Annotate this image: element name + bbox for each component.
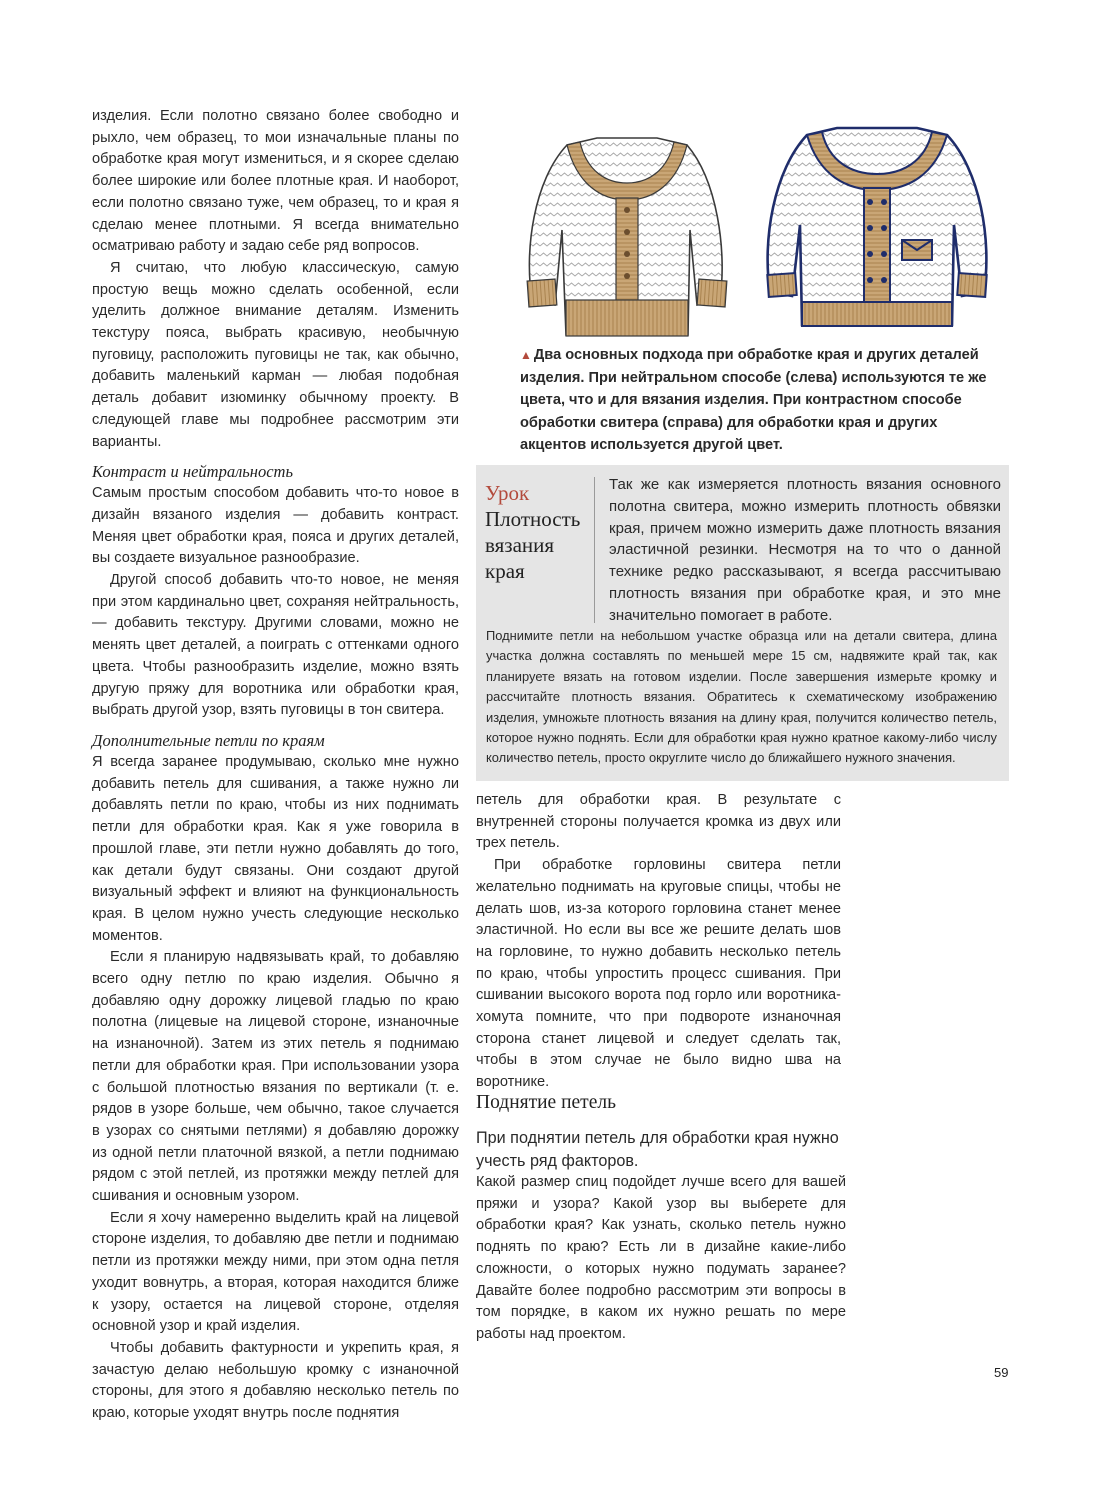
lesson-divider [594,477,595,623]
sweater-illustration [512,110,1012,345]
neutral-sweater [527,138,727,336]
lesson-title: Плотность вязания края [485,507,581,583]
figure-caption [520,344,990,457]
section-heading: Поднятие петель [476,1092,616,1113]
page-number: 59 [994,1365,1009,1380]
left-column [92,106,459,1425]
lesson-intro: Так же как измеряется плотность вязания основного полотна свитера, можно измерить плотность обвязки края, причем можно измерить даже плотность вязания эластичной резинки. Несмотря на то что о данной технике редко рассказывают, я всегда рассчитываю плотность вязания при обработке края, и это мне значительно помогает в работе. [609,476,1001,624]
paragraph: Чтобы добавить фактурности и укрепить края, я зачастую делаю небольшую кромку с изнаночной стороны, для этого я добавляю несколько петель по краю, которые уходят внутрь после поднятия [92,1339,459,1422]
paragraph: Если я хочу намеренно выделить край на лицевой стороне изделия, то добавляю две петли и поднимаю петли из протяжки между ними, при этом одна петля уходит вовнутрь, а вторая, которая находится ближе к узору, остается на лицевой стороне, отделяя основной узор и край изделия. [92,1209,459,1335]
paragraph: Другой способ добавить что-то новое, не меняя при этом кардинально цвет, сохраняя нейтральность, — добавить текстуру. Другими словами, можно не менять цвет деталей, а поиграть с оттенками одного цвета. Чтобы разнообразить изделие, можно взять другую пряжу для воротника или обработки края, выбрать другой узор, взять пуговицы в тон свитера. [92,572,459,719]
paragraph: петель для обработки края. В результате с внутренней стороны получается кромка из двух или трех петель. [476,792,841,852]
lesson-label [485,480,585,584]
subheading-extra-stitches: Дополнительные петли по краям [92,730,325,750]
paragraph: Если я планирую надвязывать край, то добавляю всего одну петлю по краю изделия. Обычно я добавляю одну дорожку лицевой гладью по краю полотна (лицевые на лицевой стороне, изнаночные на изнаночной). Затем из этих петель я поднимаю петли для обработки края. При использовании узора с большой плотностью вязания по вертикали (т. е. рядов в узоре больше, чем обычно, такое случается в узорах со снятыми петлями) я добавляю дорожку из одной петли платочной вязкой, а петли поднимаю рядом с этой петлей, из протяжки между петлей для сшивания и основным узором. [92,949,459,1205]
subheading-contrast: Контраст и нейтральность [92,462,293,482]
paragraph: При обработке горловины свитера петли желательно поднимать на круговые спицы, чтобы не делать шов, из-за которого горловина станет менее эластичной. Но если вы все же решите делать шов на горловине, то нужно добавить несколько петель по краю, чтобы упростить процесс сшивания. При сшивании высокого ворота под горло или воротника-хомута помните, что при подвороте изнаночная сторона станет лицевой и следует сделать так, чтобы в этом случае не было видно шва на воротнике. [476,857,841,1091]
contrast-sweater [767,128,986,326]
section-body: Какой размер спиц подойдет лучше всего для вашей пряжи и узора? Какой узор вы выберете для обработки края? Как узнать, сколько петель нужно поднять по краю? Есть ли в дизайне какие-либо сложности, о которых нужно подумать заранее? Давайте более подробно рассмотрим эти вопросы в том порядке, в каком их нужно решать по мере работы над проектом. [476,1174,846,1342]
paragraph: Самым простым способом добавить что-то новое в дизайн вязаного изделия — добавить контраст. Меняя цвет обработки края, пояса и других деталей, вы создаете визуальное разнообразие. [92,485,459,567]
caption-text: Два основных подхода при обработке края и других деталей изделия. При нейтральном способе (слева) используются те же цвета, что и для вязания изделия. При контрастном способе обработки свитера (справа) для обработки края и других акцентов используется другой цвет. [520,347,987,453]
lesson-body: Поднимите петли на небольшом участке образца или на детали свитера, длина участка должна составлять по меньшей мере 15 см, надвяжите край так, как планируете вязать на готовом изделии. После завершения измерьте кромку и рассчитайте плотность вязания. Обратитесь к схематическому изображению изделия, умножьте плотность вязания на длину края, получится количество петель, которое нужно поднять. Если для обработки края нужно кратное какому-либо числу количество петель, просто округлите число до ближайшего нужного значения. [486,628,997,766]
middle-column [476,790,841,1094]
paragraph: Я всегда заранее продумываю, сколько мне нужно добавить петель для сшивания, а также нужно ли добавлять петли по краю, чтобы из них поднимать петли для обработки края. Как я уже говорила в прошлой главе, эти петли нужно добавлять до того, как детали будут связаны. Они создают другой визуальный эффект и влияют на функциональность края. В целом нужно учесть следующие несколько моментов. [92,753,459,944]
lesson-word: Урок [485,481,530,505]
section-lead: При поднятии петель для обработки края нужно учесть ряд факторов. [476,1129,839,1170]
paragraph: изделия. Если полотно связано более свободно и рыхло, чем образец, то мои изначальные планы по обработке края могут измениться, и я скорее сделаю более широкие или более плотные края. И наоборот, если полотно связано туже, чем образец, то и края я сделаю менее плотными. Я всегда внимательно осматриваю работу и задаю себе ряд вопросов. [92,108,459,255]
paragraph: Я считаю, что любую классическую, самую простую вещь можно сделать особенной, если уделить должное внимание деталям. Изменить текстуру пояса, выбрать красивую, необычную пуговицу, расположить пуговицы не так, как обычно, добавить маленький карман — любая подобная деталь добавит изюминку обычному проекту. В следующей главе мы подробнее рассмотрим эти варианты. [92,259,459,450]
lesson-sidebar [476,465,1009,781]
caption-triangle-icon: ▲ [520,348,532,362]
